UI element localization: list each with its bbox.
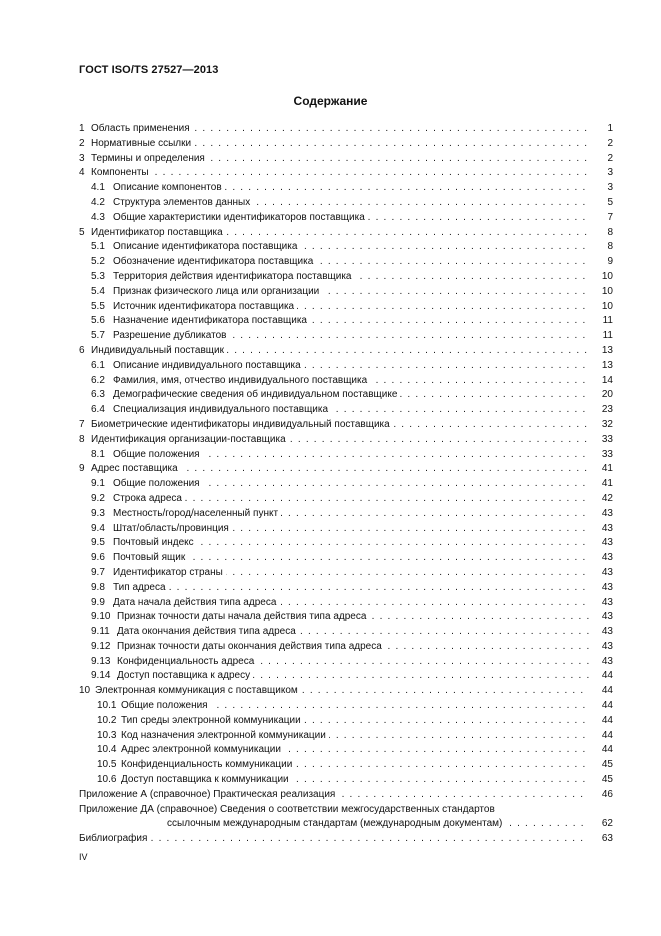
toc-entry bbox=[79, 773, 613, 788]
toc-entry-text: Нормативные ссылки bbox=[91, 138, 194, 149]
toc-entry-text: Структура элементов данных bbox=[113, 197, 253, 208]
toc-entry-text: Фамилия, имя, отчество индивидуального поставщика bbox=[113, 375, 370, 386]
toc-entry bbox=[79, 403, 613, 418]
toc-entry-page: 10 bbox=[601, 300, 613, 312]
toc-entry-text: Общие положения bbox=[113, 449, 203, 460]
toc-entry bbox=[79, 226, 613, 241]
toc-entry-number: 4.3 bbox=[91, 211, 105, 223]
toc-entry-number: 10.6 bbox=[97, 774, 117, 786]
toc-entry bbox=[79, 684, 613, 699]
toc-entry-number: 9 bbox=[79, 463, 85, 475]
toc-entry-page: 41 bbox=[601, 463, 613, 475]
page-title: Содержание bbox=[293, 94, 368, 108]
toc-entry-text: Дата окончания действия типа адреса bbox=[117, 626, 299, 637]
toc-entry bbox=[79, 507, 613, 522]
toc-entry-text: Тип среды электронной коммуникации bbox=[121, 715, 304, 726]
toc-entry-appendix-da-line2 bbox=[79, 817, 613, 832]
toc-entry bbox=[79, 285, 613, 300]
toc-entry-text: Описание индивидуального поставщика bbox=[113, 360, 304, 371]
toc-entry bbox=[79, 788, 613, 803]
toc-entry-page: 43 bbox=[601, 640, 613, 652]
toc-entry-page: 8 bbox=[607, 241, 613, 253]
toc-entry bbox=[79, 196, 613, 211]
toc-entry-page: 44 bbox=[601, 729, 613, 741]
toc-entry-page: 44 bbox=[601, 685, 613, 697]
toc-entry-number: 10.1 bbox=[97, 700, 117, 712]
table-of-contents bbox=[79, 122, 613, 847]
toc-entry-number: 1 bbox=[79, 123, 85, 134]
toc-entry-number: 10.5 bbox=[97, 759, 117, 771]
toc-entry-page: 43 bbox=[601, 522, 613, 534]
toc-entry-text: Адрес электронной коммуникации bbox=[121, 744, 284, 755]
toc-entry-number: 10.4 bbox=[97, 744, 117, 756]
toc-entry-page: 43 bbox=[601, 566, 613, 578]
toc-entry-number: 10 bbox=[79, 685, 91, 697]
toc-entry-page: 43 bbox=[601, 626, 613, 638]
toc-entry-text: Код назначения электронной коммуникации bbox=[121, 730, 329, 741]
toc-entry-page: 3 bbox=[607, 167, 613, 179]
toc-entry-page: 32 bbox=[601, 418, 613, 430]
toc-entry bbox=[79, 388, 613, 403]
toc-entry-text: Биометрические идентификаторы индивидуальный поставщика bbox=[91, 419, 393, 430]
toc-entry-page: 45 bbox=[601, 759, 613, 771]
toc-entry-number: 9.9 bbox=[91, 596, 105, 608]
toc-entry-page: 2 bbox=[607, 137, 613, 149]
toc-entry-page: 9 bbox=[607, 256, 613, 268]
toc-entry-page: 1 bbox=[607, 123, 613, 134]
toc-entry-number: 3 bbox=[79, 152, 85, 164]
toc-entry bbox=[79, 181, 613, 196]
toc-entry-bibliography bbox=[79, 832, 613, 847]
toc-entry-page: 11 bbox=[602, 330, 613, 342]
toc-entry-text: Источник идентификатора поставщика bbox=[113, 301, 297, 312]
toc-entry bbox=[79, 625, 613, 640]
toc-entry bbox=[79, 610, 613, 625]
toc-entry-text: Местность/город/населенный пункт bbox=[113, 508, 281, 519]
toc-entry-page: 44 bbox=[601, 700, 613, 712]
toc-entry-page: 45 bbox=[601, 774, 613, 786]
toc-entry-number: 6.4 bbox=[91, 404, 105, 416]
toc-entry-number: 9.10 bbox=[91, 611, 111, 623]
toc-entry-number: 4.2 bbox=[91, 196, 105, 208]
toc-entry bbox=[79, 462, 613, 477]
toc-entry-text: Признак точности даты начала действия типа адреса bbox=[117, 611, 369, 622]
toc-entry-number: 9.12 bbox=[91, 640, 111, 652]
toc-entry-number: 7 bbox=[79, 418, 85, 430]
toc-entry-number: 2 bbox=[79, 137, 85, 149]
toc-entry-text: Строка адреса bbox=[113, 493, 185, 504]
toc-entry-text: Обозначение идентификатора поставщика bbox=[113, 256, 316, 267]
toc-entries bbox=[79, 122, 613, 803]
toc-entry bbox=[79, 300, 613, 315]
toc-entry-text: Идентификатор поставщика bbox=[91, 227, 226, 238]
toc-entry-text: Библиография bbox=[79, 833, 150, 844]
toc-entry-number: 10.3 bbox=[97, 729, 117, 741]
toc-entry-text: Описание компонентов bbox=[113, 182, 225, 193]
toc-entry-page: 63 bbox=[601, 833, 613, 845]
toc-entry-page: 43 bbox=[601, 581, 613, 593]
toc-entry bbox=[79, 418, 613, 433]
toc-entry bbox=[79, 729, 613, 744]
toc-entry-page: 43 bbox=[601, 537, 613, 549]
toc-entry-page: 7 bbox=[607, 211, 613, 223]
toc-entry bbox=[79, 314, 613, 329]
page-number: IV bbox=[79, 852, 88, 862]
toc-entry-text: Идентификация организации-поставщика bbox=[91, 434, 289, 445]
toc-entry-number: 9.8 bbox=[91, 581, 105, 593]
toc-entry-text: Индивидуальный поставщик bbox=[91, 345, 227, 356]
toc-entry-number: 6.2 bbox=[91, 374, 105, 386]
toc-entry-text: Идентификатор страны bbox=[113, 567, 226, 578]
toc-entry bbox=[79, 640, 613, 655]
toc-entry-appendix-da-line1 bbox=[79, 803, 613, 818]
toc-entry-number: 6.3 bbox=[91, 389, 105, 401]
toc-entry-text: Назначение идентификатора поставщика bbox=[113, 315, 310, 326]
toc-entry-page: 43 bbox=[601, 507, 613, 519]
toc-entry bbox=[79, 240, 613, 255]
toc-entry bbox=[79, 152, 613, 167]
toc-entry-text: Компоненты bbox=[91, 167, 152, 178]
toc-entry bbox=[79, 758, 613, 773]
toc-entry-text: Приложение А (справочное) Практическая реализация bbox=[79, 789, 338, 800]
toc-entry-page: 46 bbox=[601, 788, 613, 800]
toc-entry-text: Термины и определения bbox=[91, 153, 208, 164]
toc-entry bbox=[79, 448, 613, 463]
toc-entry bbox=[79, 270, 613, 285]
toc-entry-number: 4.1 bbox=[91, 182, 105, 194]
toc-entry-number: 9.13 bbox=[91, 655, 111, 667]
toc-entry-text: Доступ поставщика к коммуникации bbox=[121, 774, 292, 785]
toc-entry bbox=[79, 329, 613, 344]
toc-entry-number: 9.5 bbox=[91, 537, 105, 549]
toc-entry-text: Электронная коммуникация с поставщиком bbox=[95, 685, 301, 696]
toc-entry bbox=[79, 581, 613, 596]
toc-entry-page: 42 bbox=[601, 492, 613, 504]
toc-entry bbox=[79, 522, 613, 537]
toc-entry-page: 8 bbox=[607, 226, 613, 238]
toc-entry-page: 10 bbox=[601, 285, 613, 297]
toc-entry-number: 9.14 bbox=[91, 670, 111, 682]
toc-entry-number: 5.6 bbox=[91, 315, 105, 327]
toc-entry bbox=[79, 255, 613, 270]
toc-entry bbox=[79, 699, 613, 714]
toc-entry bbox=[79, 655, 613, 670]
toc-entry-page: 41 bbox=[601, 478, 613, 490]
toc-entry-number: 8.1 bbox=[91, 448, 105, 460]
toc-entry-number: 9.3 bbox=[91, 507, 105, 519]
toc-entry-text: Признак физического лица или организации bbox=[113, 286, 322, 297]
toc-entry-page: 23 bbox=[601, 404, 613, 416]
toc-entry-page: 43 bbox=[601, 552, 613, 564]
toc-entry-text: Конфиденциальность коммуникации bbox=[121, 759, 295, 770]
toc-entry-page: 33 bbox=[601, 433, 613, 445]
toc-entry-number: 5.4 bbox=[91, 285, 105, 297]
toc-entry-text: Общие положения bbox=[121, 700, 211, 711]
toc-entry-page: 62 bbox=[601, 818, 613, 830]
toc-entry-page: 44 bbox=[601, 670, 613, 682]
toc-entry-number: 5.7 bbox=[91, 330, 105, 342]
toc-entry-text: Разрешение дубликатов bbox=[113, 330, 229, 341]
toc-entry bbox=[79, 122, 613, 137]
toc-entry-text: Почтовый индекс bbox=[113, 537, 197, 548]
toc-entry-page: 11 bbox=[602, 315, 613, 327]
toc-entry bbox=[79, 433, 613, 448]
toc-entry-text: Дата начала действия типа адреса bbox=[113, 597, 279, 608]
toc-entry-text: Адрес поставщика bbox=[91, 463, 181, 474]
toc-entry-text: Демографические сведения об индивидуальном поставщике bbox=[113, 389, 400, 400]
toc-entry bbox=[79, 492, 613, 507]
toc-entry-page: 14 bbox=[601, 374, 613, 386]
toc-entry bbox=[79, 714, 613, 729]
toc-entry-text: Признак точности даты окончания действия типа адреса bbox=[117, 641, 385, 652]
toc-entry-number: 8 bbox=[79, 433, 85, 445]
toc-entry-page: 13 bbox=[601, 344, 613, 356]
toc-entry-number: 5.1 bbox=[91, 241, 105, 253]
toc-entry bbox=[79, 359, 613, 374]
toc-entry-text: Территория действия идентификатора поставщика bbox=[113, 271, 354, 282]
toc-entry bbox=[79, 669, 613, 684]
toc-entry bbox=[79, 374, 613, 389]
document-header: ГОСТ ISO/TS 27527—2013 bbox=[79, 64, 219, 76]
toc-entry-text: Описание идентификатора поставщика bbox=[113, 241, 300, 252]
toc-entry-page: 3 bbox=[607, 182, 613, 194]
toc-entry-number: 5.5 bbox=[91, 300, 105, 312]
toc-entry-text: Штат/область/провинция bbox=[113, 523, 232, 534]
toc-entry-page: 44 bbox=[601, 744, 613, 756]
toc-entry bbox=[79, 166, 613, 181]
toc-entry-text: Конфиденциальность адреса bbox=[117, 656, 257, 667]
toc-entry-number: 5 bbox=[79, 226, 85, 238]
toc-entry-text: Почтовый ящик bbox=[113, 552, 188, 563]
toc-entry-number: 5.2 bbox=[91, 256, 105, 268]
toc-entry-number: 9.2 bbox=[91, 492, 105, 504]
toc-entry bbox=[79, 551, 613, 566]
toc-entry-page: 44 bbox=[601, 714, 613, 726]
toc-entry bbox=[79, 137, 613, 152]
toc-entry bbox=[79, 743, 613, 758]
toc-entry-page: 10 bbox=[601, 270, 613, 282]
toc-entry-page: 2 bbox=[607, 152, 613, 164]
toc-entry-number: 9.11 bbox=[91, 626, 110, 638]
toc-entry-page: 5 bbox=[607, 196, 613, 208]
toc-entry-number: 10.2 bbox=[97, 714, 117, 726]
toc-entry bbox=[79, 566, 613, 581]
toc-entry-text: Специализация индивидуального поставщика bbox=[113, 404, 331, 415]
toc-entry-number: 6.1 bbox=[91, 359, 105, 371]
toc-entry-number: 6 bbox=[79, 344, 85, 356]
toc-entry bbox=[79, 344, 613, 359]
toc-entry bbox=[79, 211, 613, 226]
toc-entry-page: 33 bbox=[601, 448, 613, 460]
toc-entry bbox=[79, 477, 613, 492]
toc-entry-page: 13 bbox=[601, 359, 613, 371]
toc-entry-text: Доступ поставщика к адресу bbox=[117, 670, 253, 681]
toc-entry-number: 4 bbox=[79, 167, 85, 179]
toc-entry-text: Область применения bbox=[91, 123, 193, 134]
toc-entry-text: Общие положения bbox=[113, 478, 203, 489]
toc-entry-number: 9.1 bbox=[91, 478, 105, 490]
toc-entry-number: 5.3 bbox=[91, 270, 105, 282]
toc-entry-text: Тип адреса bbox=[113, 582, 169, 593]
toc-entry-page: 43 bbox=[601, 596, 613, 608]
toc-entry-text: Приложение ДА (справочное) Сведения о соответствии межгосударственных стандартов bbox=[79, 803, 495, 815]
toc-entry-page: 43 bbox=[601, 611, 613, 623]
toc-entry-page: 20 bbox=[601, 389, 613, 401]
toc-entry-number: 9.4 bbox=[91, 522, 105, 534]
toc-entry-page: 43 bbox=[601, 655, 613, 667]
toc-entry-number: 9.6 bbox=[91, 552, 105, 564]
toc-entry bbox=[79, 536, 613, 551]
toc-entry-text: ссылочным международным стандартам (международным документам) bbox=[167, 818, 505, 829]
toc-entry-text: Общие характеристики идентификаторов поставщика bbox=[113, 212, 368, 223]
toc-entry bbox=[79, 596, 613, 611]
toc-entry-number: 9.7 bbox=[91, 566, 105, 578]
